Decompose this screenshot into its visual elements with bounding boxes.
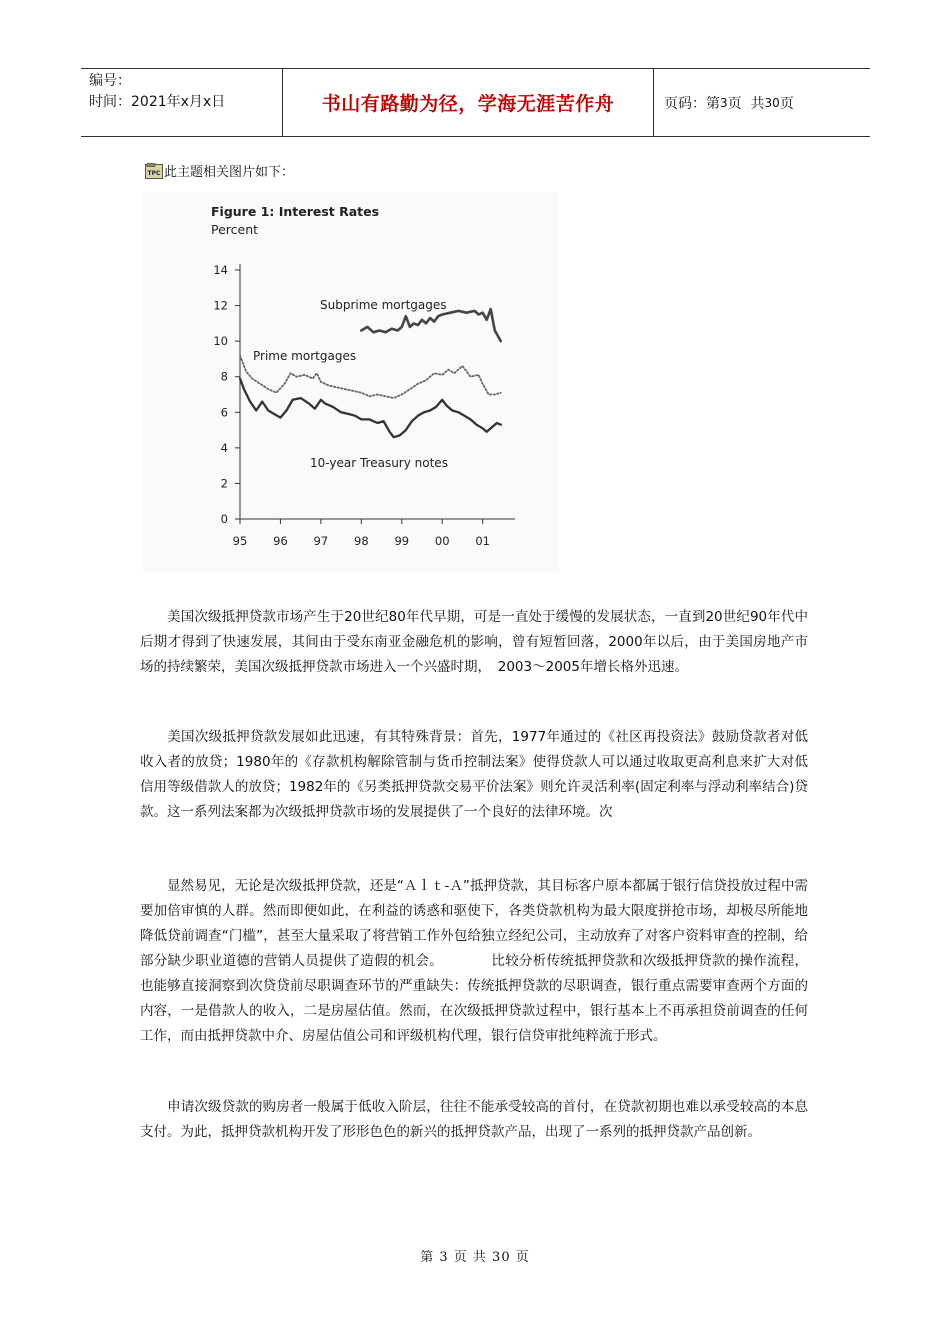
x-tick-label: 00	[434, 534, 450, 548]
page-footer: 第 3 页 共 30 页	[420, 1250, 530, 1265]
x-tick-label: 95	[232, 534, 248, 548]
y-tick-label: 0	[220, 512, 228, 526]
y-tick-label: 12	[213, 298, 228, 313]
x-tick-label: 96	[273, 534, 288, 548]
tpc-icon	[145, 163, 163, 179]
10-year-treasury-notes-line	[240, 379, 501, 438]
document-header	[81, 68, 870, 137]
10-year-treasury-notes-label: 10-year Treasury notes	[310, 456, 448, 470]
x-tick-label: 98	[354, 534, 369, 548]
y-tick-label: 2	[220, 476, 228, 491]
page-mid-label: 页 共	[727, 95, 765, 112]
paragraph-2	[140, 725, 808, 825]
page-total: 30	[764, 95, 780, 110]
header-motto: 书山有路勤为径，学海无涯苦作舟	[283, 69, 654, 136]
page-end-label: 页	[779, 95, 794, 112]
header-page-info	[654, 69, 870, 136]
paragraph-4-text: 申请次级贷款的购房者一般属于低收入阶层，往往不能承受较高的首付，在贷款初期也难以承受较高的本息支付。为此，抵押贷款机构开发了形形色色的新兴的抵押贷款产品，出现了一系列的抵押贷款产品创新。	[140, 1099, 808, 1140]
y-tick-label: 10	[213, 334, 228, 349]
paragraph-1-text: 美国次级抵押贷款市场产生于20世纪80年代早期，可是一直处于缓慢的发展状态，一直到20世纪90年代中后期才得到了快速发展，其间由于受东南亚金融危机的影响，曾有短暂回落，2000年以后，由于美国房地产市场的持续繁荣，美国次级抵押贷款市场进入一个兴盛时期， 2003～2005年增长格外迅速。	[140, 609, 808, 675]
x-tick-label: 97	[313, 534, 329, 548]
caption-text: 此主题相关图片如下：	[164, 165, 295, 180]
y-tick-label: 4	[220, 440, 228, 455]
tpc-icon-label: TPC	[147, 169, 161, 177]
doc-number-label: 编号：	[89, 73, 131, 89]
interest-rates-figure	[143, 192, 559, 572]
subprime-mortgages-label: Subprime mortgages	[320, 298, 447, 312]
page-number: 3	[720, 95, 728, 110]
paragraph-2-text: 美国次级抵押贷款发展如此迅速，有其特殊背景：首先，1977年通过的《社区再投资法》鼓励贷款者对低收入者的放贷；1980年的《存款机构解除管制与货币控制法案》使得贷款人可以通过收取更高利息来扩大对低信用等级借款人的放贷；1982年的《另类抵押贷款交易平价法案》则允许灵活利率(固定利率与浮动利率结合)贷款。这一系列法案都为次级抵押贷款市场的发展提供了一个良好的法律环境。次	[140, 729, 808, 820]
x-tick-label: 99	[394, 534, 410, 548]
paragraph-3	[140, 874, 808, 1049]
page-label: 页码：第	[664, 95, 720, 112]
paragraph-3-text: 显然易见，无论是次级抵押贷款，还是“Ａｌｔ-Ａ”抵押贷款，其目标客户原本都属于银行信贷投放过程中需要加倍审慎的人群。然而即便如此，在利益的诱惑和驱使下，各类贷款机构为最大限度拼抢市场，却极尽所能地降低贷前调查“门槛”，甚至大量采取了将营销工作外包给独立经纪公司，主动放弃了对客户资料审查的控制，给部分缺少职业道德的营销人员提供了造假的机会。 比较分析传统抵押贷款和次级抵押贷款的操作流程，也能够直接洞察到次贷贷前尽职调查环节的严重缺失：传统抵押贷款的尽职调查，银行重点需要审查两个方面的内容，一是借款人的收入，二是房屋估值。然而，在次级抵押贷款过程中，银行基本上不再承担贷前调查的任何工作，而由抵押贷款中介、房屋估值公司和评级机构代理，银行信贷审批纯粹流于形式。	[140, 878, 808, 1044]
y-tick-label: 8	[220, 369, 228, 384]
y-tick-label: 6	[220, 405, 228, 420]
x-tick-label: 01	[475, 534, 490, 548]
chart-title: Figure 1: Interest Rates	[211, 204, 380, 219]
image-caption	[145, 161, 294, 180]
paragraph-1	[140, 605, 808, 680]
interest-rates-chart	[143, 192, 559, 572]
y-tick-label: 14	[213, 263, 228, 277]
doc-date: 时间：2021年x月x日	[89, 94, 226, 110]
prime-mortgages-label: Prime mortgages	[253, 349, 357, 363]
chart-ylabel: Percent	[211, 222, 259, 237]
paragraph-4	[140, 1095, 808, 1145]
subprime-mortgages-line	[361, 309, 501, 341]
header-meta	[81, 69, 283, 136]
